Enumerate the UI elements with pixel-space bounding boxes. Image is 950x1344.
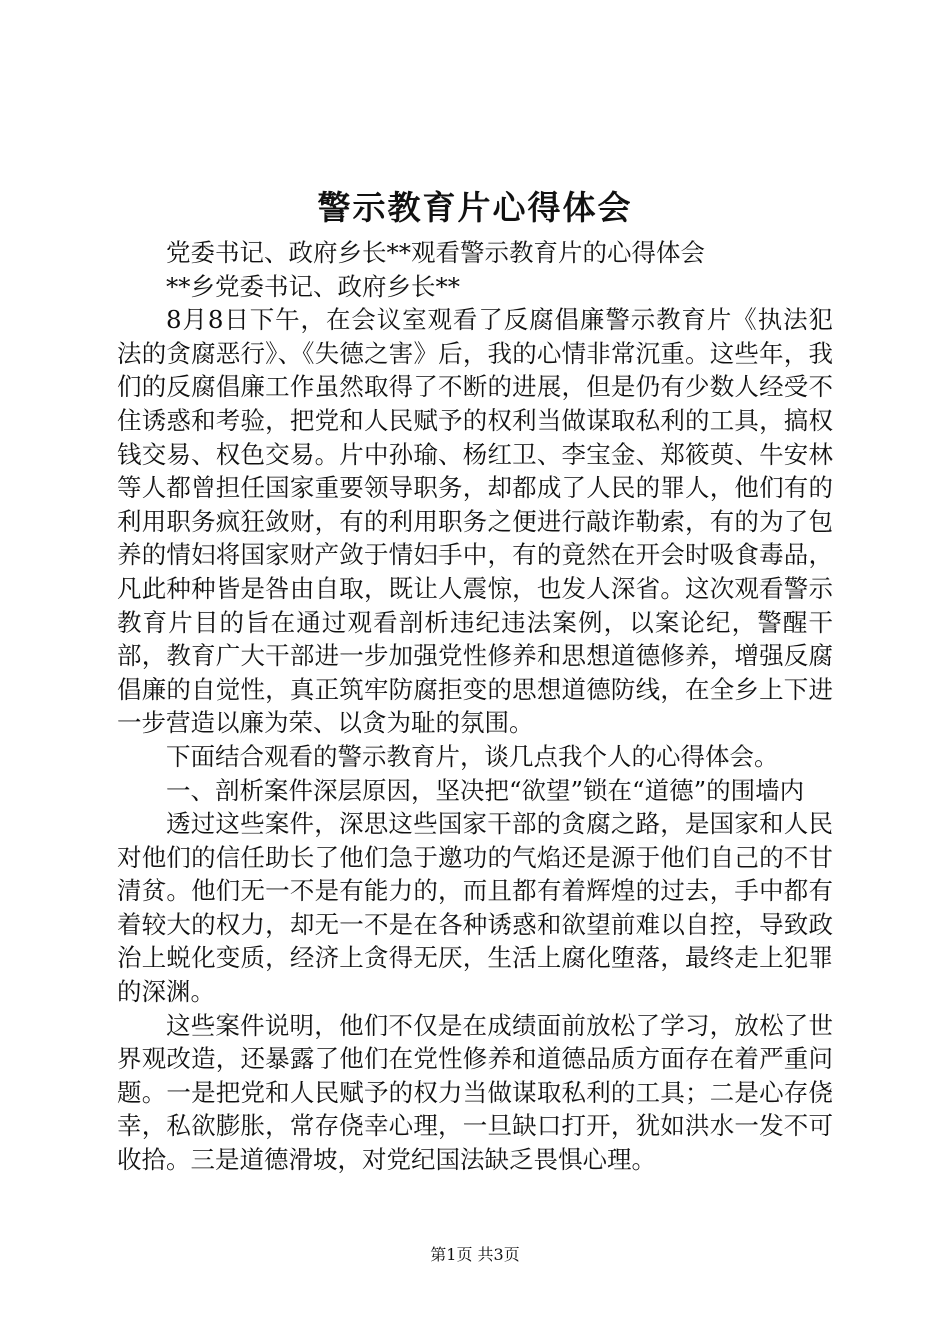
subtitle-paragraph: 党委书记、政府乡长**观看警示教育片的心得体会: [166, 238, 705, 267]
body-paragraph: 这些案件说明，他们不仅是在成绩面前放松了学习，放松了世界观改造，还暴露了他们在党性修养和道德品质方面存在着严重问题。一是把党和人民赋予的权力当做谋取私利的工具；二是心存侥幸，私欲膨胀，常存侥幸心理，一旦缺口打开，犹如洪水一发不可收拾。三是道德滑坡，对党纪国法缺乏畏惧心理。: [117, 1010, 833, 1175]
document-body: [117, 236, 833, 1177]
page-footer: 第1页 共3页: [430, 1245, 520, 1264]
body-paragraph: 8月8日下午，在会议室观看了反腐倡廉警示教育片《执法犯法的贪腐恶行》、《失德之害》后，我的心情非常沉重。这些年，我们的反腐倡廉工作虽然取得了不断的进展，但是仍有少数人经受不住诱惑和考验，把党和人民赋予的权利当做谋取私利的工具，搞权钱交易、权色交易。片中孙瑜、杨红卫、李宝金、郑筱萸、牛安林等人都曾担任国家重要领导职务，却都成了人民的罪人，他们有的利用职务疯狂敛财，有的利用职务之便进行敲诈勒索，有的为了包养的情妇将国家财产敛于情妇手中，有的竟然在开会时吸食毒品，凡此种种皆是咎由自取，既让人震惊，也发人深省。这次观看警示教育片目的旨在通过观看剖析违纪违法案例，以案论纪，警醒干部，教育广大干部进一步加强党性修养和思想道德修养，增强反腐倡廉的自觉性，真正筑牢防腐拒变的思想道德防线，在全乡上下进一步营造以廉为荣、以贪为耻的氛围。: [117, 305, 833, 738]
author-paragraph: **乡党委书记、政府乡长**: [166, 271, 460, 301]
document-title: 警示教育片心得体会: [317, 188, 633, 227]
section-heading: 一、剖析案件深层原因，坚决把“欲望”锁在“道德”的围墙内: [166, 775, 805, 805]
body-paragraph: 透过这些案件，深思这些国家干部的贪腐之路，是国家和人民对他们的信任助长了他们急于邀功的气焰还是源于他们自己的不甘清贫。他们无一不是有能力的，而且都有着辉煌的过去，手中都有着较大的权力，却无一不是在各种诱惑和欲望前难以自控，导致政治上蜕化变质，经济上贪得无厌，生活上腐化堕落，最终走上犯罪的深渊。: [117, 809, 833, 1007]
body-paragraph: 下面结合观看的警示教育片，谈几点我个人的心得体会。: [166, 741, 779, 771]
